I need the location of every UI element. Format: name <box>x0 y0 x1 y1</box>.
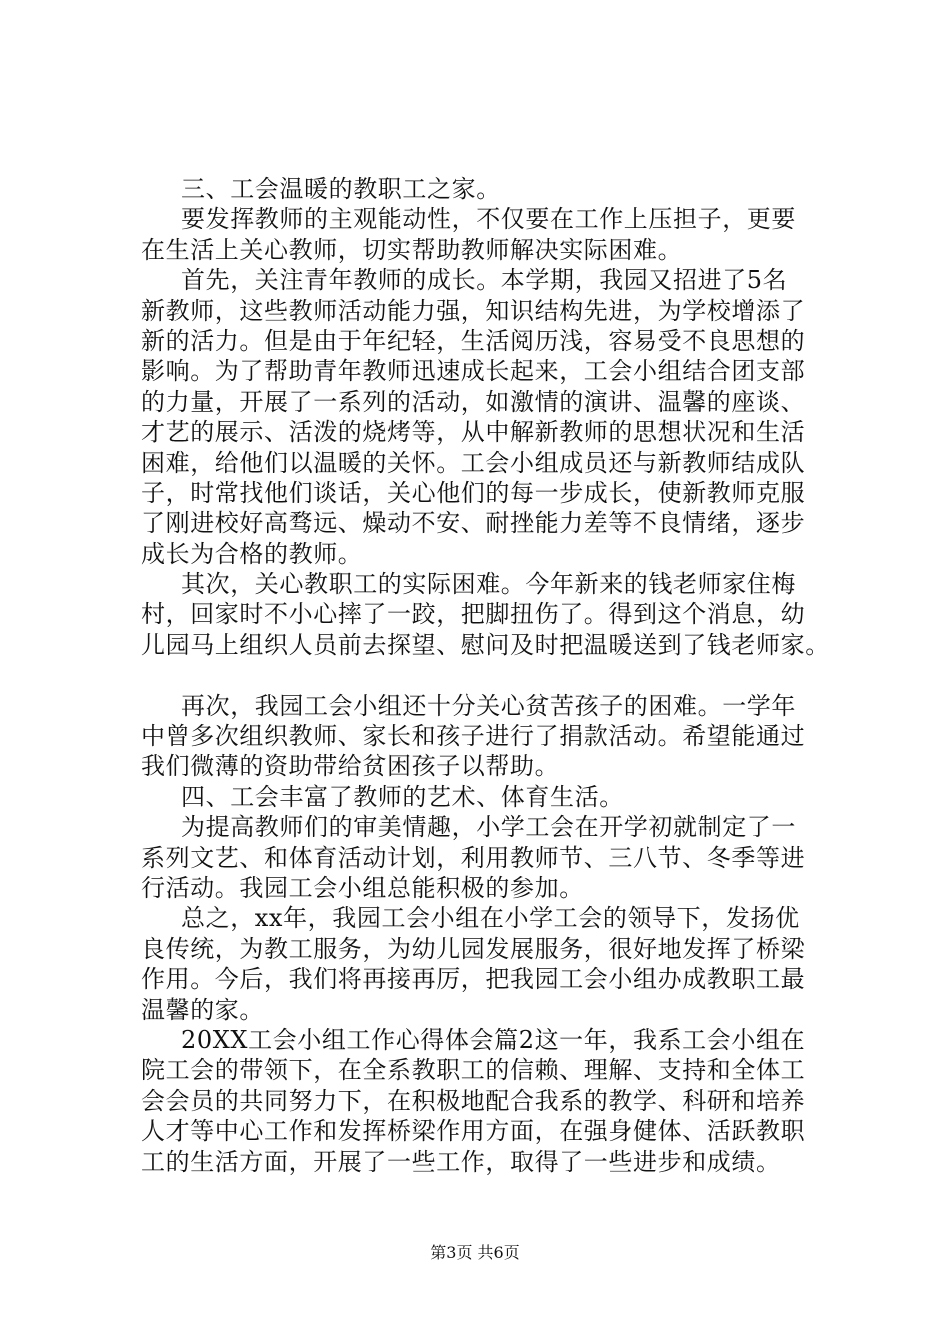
paragraph-line: 新教师，这些教师活动能力强，知识结构先进，为学校增添了 <box>141 296 806 325</box>
paragraph-line: 院工会的带领下，在全系教职工的信赖、理解、支持和全体工 <box>141 1056 806 1085</box>
paragraph-line: 总之，xx年，我园工会小组在小学工会的领导下，发扬优 <box>181 904 800 933</box>
paragraph-line: 影响。为了帮助青年教师迅速成长起来，工会小组结合团支部 <box>141 357 806 386</box>
paragraph-spacer <box>141 660 841 690</box>
paragraph-line: 中曾多次组织教师、家长和孩子进行了捐款活动。希望能通过 <box>141 722 806 751</box>
paragraph-line: 子，时常找他们谈话，关心他们的每一步成长，使新教师克服 <box>141 478 806 507</box>
paragraph-line: 系列文艺、和体育活动计划，利用教师节、三八节、冬季等进 <box>141 843 806 872</box>
document-body <box>141 174 841 1177</box>
paragraph-line: 四、工会丰富了教师的艺术、体育生活。 <box>181 782 624 811</box>
paragraph-line: 我们微薄的资助带给贫困孩子以帮助。 <box>141 752 560 781</box>
paragraph-line: 温馨的家。 <box>141 995 264 1024</box>
paragraph-line: 成长为合格的教师。 <box>141 539 363 568</box>
paragraph-line: 新的活力。但是由于年纪轻，生活阅历浅，容易受不良思想的 <box>141 326 806 355</box>
paragraph-line: 在生活上关心教师，切实帮助教师解决实际困难。 <box>141 235 683 264</box>
paragraph-line: 会会员的共同努力下，在积极地配合我系的教学、科研和培养 <box>141 1086 806 1115</box>
paragraph-line: 为提高教师们的审美情趣，小学工会在开学初就制定了一 <box>181 813 796 842</box>
paragraph-line: 良传统，为教工服务，为幼儿园发展服务，很好地发挥了桥梁 <box>141 934 806 963</box>
paragraph-line: 工的生活方面，开展了一些工作，取得了一些进步和成绩。 <box>141 1147 781 1176</box>
paragraph-line: 要发挥教师的主观能动性，不仅要在工作上压担子，更要 <box>181 205 796 234</box>
paragraph-line: 儿园马上组织人员前去探望、慰问及时把温暖送到了钱老师家。 <box>141 630 830 659</box>
paragraph-line: 其次，关心教职工的实际困难。今年新来的钱老师家住梅 <box>181 570 796 599</box>
paragraph-line: 20XX工会小组工作心得体会篇2这一年，我系工会小组在 <box>181 1025 806 1054</box>
paragraph-line: 人才等中心工作和发挥桥梁作用方面，在强身健体、活跃教职 <box>141 1117 806 1146</box>
paragraph-line: 首先，关注青年教师的成长。本学期，我园又招进了5名 <box>181 266 788 295</box>
paragraph-line: 的力量，开展了一系列的活动，如激情的演讲、温馨的座谈、 <box>141 387 806 416</box>
paragraph-line: 再次，我园工会小组还十分关心贫苦孩子的困难。一学年 <box>181 691 796 720</box>
paragraph-line: 三、工会温暖的教职工之家。 <box>181 175 501 203</box>
page-number-footer: 第3页 共6页 <box>430 1243 520 1262</box>
paragraph-line: 村，回家时不小心摔了一跤，把脚扭伤了。得到这个消息，幼 <box>141 600 806 629</box>
paragraph-line: 作用。今后，我们将再接再厉，把我园工会小组办成教职工最 <box>141 965 806 994</box>
paragraph-line: 行活动。我园工会小组总能积极的参加。 <box>141 873 584 902</box>
paragraph-line: 才艺的展示、活泼的烧烤等，从中解新教师的思想状况和生活 <box>141 418 806 447</box>
paragraph-line: 了刚进校好高骛远、燥动不安、耐挫能力差等不良情绪，逐步 <box>141 509 806 538</box>
paragraph-line: 困难，给他们以温暖的关怀。工会小组成员还与新教师结成队 <box>141 448 806 477</box>
